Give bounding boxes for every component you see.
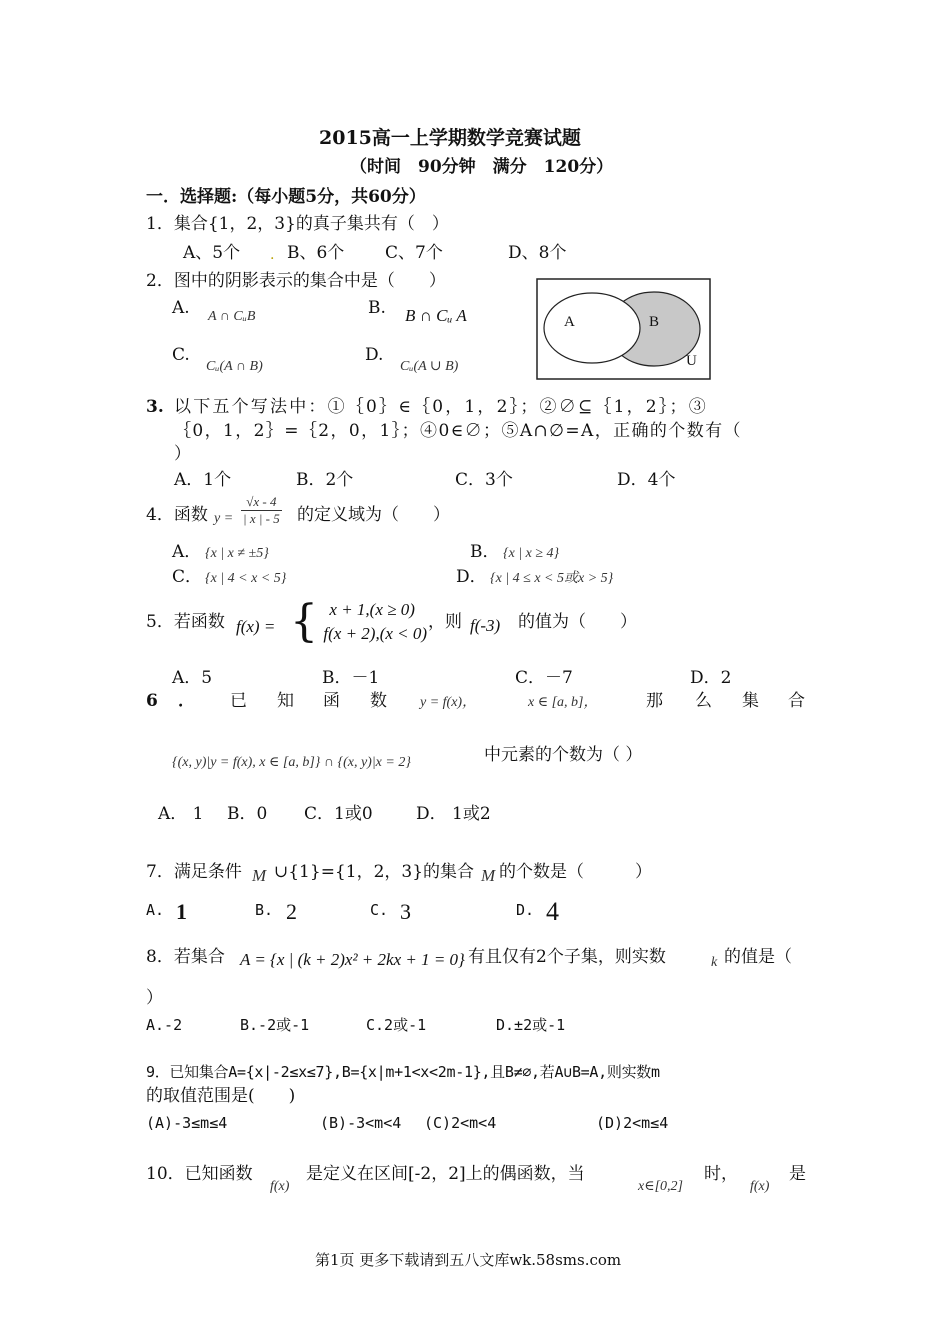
q6-number: 6: [146, 691, 158, 711]
left-brace: {: [290, 596, 318, 647]
q4-option-b-math: {x | x ≥ 4}: [503, 546, 560, 561]
q10-fx-2: f(x): [750, 1179, 770, 1194]
q5-case-2: f(x + 2),(x < 0): [323, 624, 428, 643]
q6-word-6: 么: [695, 691, 712, 711]
q4-y-eq: y =: [214, 511, 234, 526]
q7-prefix: 7．满足条件: [146, 862, 242, 882]
q9-option-a: (A)-3≤m≤4: [146, 1114, 228, 1132]
section-heading: 一．选择题:（每小题5分，共60分）: [146, 187, 426, 207]
q2-option-c-label: C.: [172, 345, 190, 365]
q8-mid: 有且仅有2个子集，则实数: [468, 947, 666, 967]
q2-option-d-math: Cᵤ(A ∪ B): [400, 359, 459, 374]
q6-option-b: B．0: [227, 804, 268, 824]
q3-option-a: A．1个: [174, 470, 232, 490]
q7-option-d-value: 4: [546, 897, 559, 926]
q4-option-c-label: C．: [172, 567, 203, 587]
q4-fraction: [241, 494, 282, 527]
q6-word-1: 已: [230, 691, 247, 711]
q10-suffix: 是: [789, 1164, 806, 1184]
q7-option-c-value: 3: [400, 899, 411, 924]
q7-option-d-label: D.: [516, 901, 535, 919]
q1-stem: 1．集合{1，2，3}的真子集共有（ ）: [146, 214, 449, 234]
q6-domain: x ∈ [a, b]，: [528, 695, 598, 710]
q1-option-d: D、8个: [508, 243, 567, 263]
q6-option-c: C．1或0: [304, 804, 373, 824]
q9-line2: 的取值范围是( ): [146, 1086, 296, 1106]
q3-option-b: B．2个: [296, 470, 354, 490]
page-title: 2015高一上学期数学竞赛试题: [319, 127, 581, 149]
q6-function: y = f(x)，: [420, 695, 477, 710]
q7-option-a-value: 1: [176, 899, 187, 924]
q2-option-b-label: B.: [368, 298, 386, 318]
q4-option-d-label: D．: [456, 567, 487, 587]
q4-option-c-math: {x | 4 < x < 5}: [205, 571, 287, 586]
q8-set-expression: A = {x | (k + 2)x² + 2kx + 1 = 0}: [240, 950, 465, 969]
q7-option-c-label: C.: [370, 901, 389, 919]
q1-option-b: B、6个: [287, 243, 345, 263]
q3-number: 3.: [146, 397, 164, 417]
q9-option-c: (C)2<m<4: [424, 1114, 497, 1132]
q7-mid: ∪{1}={1，2，3}的集合: [274, 862, 475, 882]
q8-option-d: D.±2或-1: [496, 1016, 566, 1034]
q9-line1: 9．已知集合A={x|-2≤x≤7},B={x|m+1<x<2m-1},且B≠∅,若A∪B=A,则实数m: [146, 1063, 660, 1081]
q4-option-d-math: {x | 4 ≤ x < 5或x > 5}: [490, 571, 614, 586]
q7-set-m-1: M: [252, 866, 267, 885]
q6-tail: 中元素的个数为（ ）: [484, 745, 643, 765]
exam-info: （时间 90分钟 满分 120分）: [350, 157, 614, 177]
q7-option-b-label: B.: [255, 901, 274, 919]
q7-option-a-label: A.: [146, 901, 165, 919]
q7-set-m-2: M: [481, 866, 496, 885]
q8-option-a: A.-2: [146, 1016, 183, 1034]
q8-prefix: 8．若集合: [146, 947, 225, 967]
q4-denominator: | x | - 5: [243, 511, 280, 526]
venn-label-u: U: [686, 353, 697, 369]
q6-option-a: A． 1: [158, 804, 204, 824]
q2-option-a-math: A ∩ CᵤB: [208, 309, 256, 324]
q5-fx: f(x) =: [236, 617, 276, 636]
q3-line2: ｛0，1，2｝=｛2，0，1｝；④0∈∅；⑤A∩∅=A，正确的个数有（: [174, 421, 742, 441]
q1-option-a: A、5个: [183, 243, 241, 263]
q2-option-b-math: B ∩ Cᵤ A: [405, 306, 467, 325]
q7-option-b-value: 2: [286, 899, 297, 924]
q8-option-c: C.2或-1: [366, 1016, 427, 1034]
q8-close: ）: [146, 988, 163, 1008]
q5-piecewise: [290, 598, 427, 654]
q5-suffix: 的值为（ ）: [518, 612, 637, 632]
q10-interval: x∈[0,2]: [638, 1179, 683, 1194]
q4-option-a-label: A．: [172, 542, 202, 562]
venn-label-b: B: [649, 314, 660, 330]
q10-fx: f(x): [270, 1179, 290, 1194]
q5-cases: [323, 598, 427, 646]
q6-word-2: 知: [277, 691, 294, 711]
page-footer: 第1页 更多下载请到五八文库wk.58sms.com: [315, 1251, 622, 1269]
q7-suffix: 的个数是（ ）: [499, 862, 652, 882]
q5-option-a: A．5: [172, 668, 213, 688]
q6-word-5: 那: [646, 691, 663, 711]
q6-word-7: 集: [742, 691, 759, 711]
q1-option-c: C、7个: [385, 243, 443, 263]
q5-option-b: B．－1: [322, 668, 380, 688]
q4-option-b-label: B．: [470, 542, 500, 562]
q5-f-minus3: f(-3): [470, 616, 501, 635]
q9-option-d: (D)2<m≤4: [596, 1114, 669, 1132]
q6-dot: ．: [178, 691, 195, 711]
q8-k: k: [711, 955, 718, 970]
q4-numerator: √x - 4: [241, 494, 282, 511]
q6-option-d: D． 1或2: [416, 804, 491, 824]
q10-mid2: 时，: [704, 1164, 738, 1184]
venn-label-a: A: [564, 314, 575, 330]
q4-option-a-math: {x | x ≠ ±5}: [205, 546, 269, 561]
set-a-ellipse: [544, 293, 640, 363]
venn-diagram: [536, 278, 712, 381]
q2-stem: 2．图中的阴影表示的集合中是（ ）: [146, 271, 446, 291]
q5-prefix: 5．若函数: [146, 612, 225, 632]
q10-prefix: 10．已知函数: [146, 1164, 253, 1184]
q3-line1: 以下五个写法中：①｛0｝∈｛0，1，2｝；②∅⊆｛1，2｝；③: [174, 397, 708, 417]
q5-mid: ，则: [428, 612, 462, 632]
stray-dot: .: [270, 247, 275, 263]
q9-option-b: (B)-3<m<4: [320, 1114, 402, 1132]
q2-option-d-label: D.: [365, 345, 384, 365]
q6-word-4: 数: [370, 691, 387, 711]
q6-word-3: 函: [323, 691, 340, 711]
q5-case-1: x + 1,(x ≥ 0): [329, 600, 415, 619]
q3-line3: ）: [174, 444, 191, 464]
q3-option-c: C．3个: [455, 470, 513, 490]
q4-prefix: 4．函数: [146, 505, 208, 525]
q10-mid: 是定义在区间[-2，2]上的偶函数，当: [306, 1164, 585, 1184]
q4-suffix: 的定义域为（ ）: [297, 505, 450, 525]
q6-set-expression: {(x, y)|y = f(x), x ∈ [a, b]} ∩ {(x, y)|x = 2}: [172, 755, 411, 770]
q2-option-c-math: Cᵤ(A ∩ B): [206, 359, 263, 374]
q2-option-a-label: A.: [172, 298, 190, 318]
q5-option-c: C．－7: [515, 668, 573, 688]
q8-suffix: 的值是（: [724, 947, 792, 967]
q8-option-b: B.-2或-1: [240, 1016, 310, 1034]
q3-option-d: D．4个: [617, 470, 676, 490]
q6-word-8: 合: [788, 691, 805, 711]
q5-option-d: D．2: [690, 668, 732, 688]
